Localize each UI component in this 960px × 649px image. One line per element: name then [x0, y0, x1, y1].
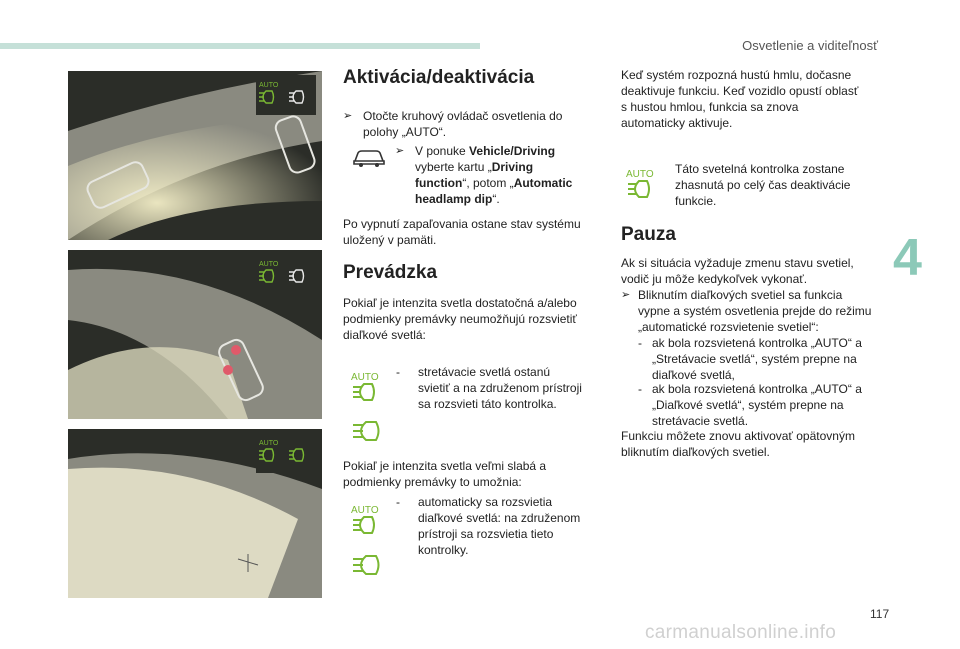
svg-text:AUTO: AUTO [259, 82, 279, 89]
activation-step-2: ➢ V ponuke Vehicle/Driving vyberte kartu „Driving function“, potom „Automatic headlamp dip“. [395, 144, 573, 206]
activation-step-1: ➢ Otočte kruhový ovládač osvetlenia do polohy „AUTO“. [343, 109, 563, 139]
bullet-arrow-icon: ➢ [395, 145, 405, 157]
pause-outro: Funkciu môžete znovu aktivovať opätovným bliknutím diaľkových svetiel. [621, 429, 855, 459]
highbeam-off-icon [350, 420, 386, 442]
fog-text: Keď systém rozpozná hustú hmlu, dočasne deaktivuje funkciu. Keď vozidlo opustí oblasť s hustou hmlou, funkcia sa znova automaticky aktivuje. [621, 68, 859, 130]
pause-sub-1: ak bola rozsvietená kontrolka „AUTO“ a „Stretávacie svetlá“, systém prepne na diaľkové svetlá, [652, 336, 862, 382]
watermark: carmanualsonline.info [645, 622, 837, 643]
page-number: 117 [870, 607, 890, 621]
operation-intro-weak: Pokiaľ je intenzita svetla veľmi slabá a podmienky premávky to umožnia: [343, 459, 547, 489]
illustration-low-beam [68, 250, 322, 419]
vehicle-menu-icon [352, 146, 386, 168]
bullet-arrow-icon: ➢ [343, 110, 353, 122]
pause-step: ➢ Bliknutím diaľkových svetiel sa funkcia vypne a systém osvetlenia prejde do režimu „automatické rozsvietenie svetiel“: [621, 288, 872, 334]
svg-text:AUTO: AUTO [626, 169, 654, 180]
fog-lamp-note: Táto svetelná kontrolka zostane zhasnutá po celý čas deaktivácie funkcie. [675, 162, 851, 208]
svg-text:AUTO: AUTO [259, 261, 279, 268]
auto-highbeam-icon [350, 503, 386, 537]
pause-intro: Ak si situácia vyžaduje zmenu stavu svetiel, vodič ju môže kedykoľvek vykonať. [621, 256, 854, 286]
svg-text:AUTO: AUTO [351, 505, 379, 516]
auto-lowbeam-badge-2 [256, 254, 316, 294]
operation-case-2: automaticky sa rozsvietia diaľkové svetlá: na združenom prístroji sa rozsvietia tieto kontrolky. [418, 495, 581, 557]
svg-text:AUTO: AUTO [351, 372, 379, 383]
auto-highbeam-badge [256, 433, 316, 473]
heading-pause: Pauza [621, 224, 676, 245]
chapter-number: 4 [893, 229, 922, 287]
header-bar [0, 43, 480, 49]
illustration-oncoming-cars [68, 71, 322, 240]
memory-note: Po vypnutí zapaľovania ostane stav systému uložený v pamäti. [343, 217, 581, 247]
svg-text:AUTO: AUTO [259, 440, 279, 447]
bullet-arrow-icon: ➢ [621, 289, 631, 301]
heading-activation: Aktivácia/deaktivácia [343, 67, 535, 88]
auto-lowbeam-badge [256, 75, 316, 115]
auto-lowbeam-icon [350, 370, 386, 404]
auto-off-icon [625, 167, 661, 201]
chapter-title: Osvetlenie a viditeľnosť [742, 38, 878, 53]
highbeam-on-icon [350, 554, 386, 576]
illustration-high-beam [68, 429, 322, 598]
operation-intro-sufficient: Pokiaľ je intenzita svetla dostatočná a/alebo podmienky premávky neumožňujú rozsvietiť diaľkové svetlá: [343, 296, 577, 342]
pause-sub-2: ak bola rozsvietená kontrolka „AUTO“ a „Diaľkové svetlá“, systém prepne na stretávacie svetlá. [652, 382, 862, 428]
operation-case-1: stretávacie svetlá ostanú svietiť a na združenom prístroji sa rozsvieti táto kontrolka. [418, 365, 582, 411]
heading-operation: Prevádzka [343, 262, 438, 283]
